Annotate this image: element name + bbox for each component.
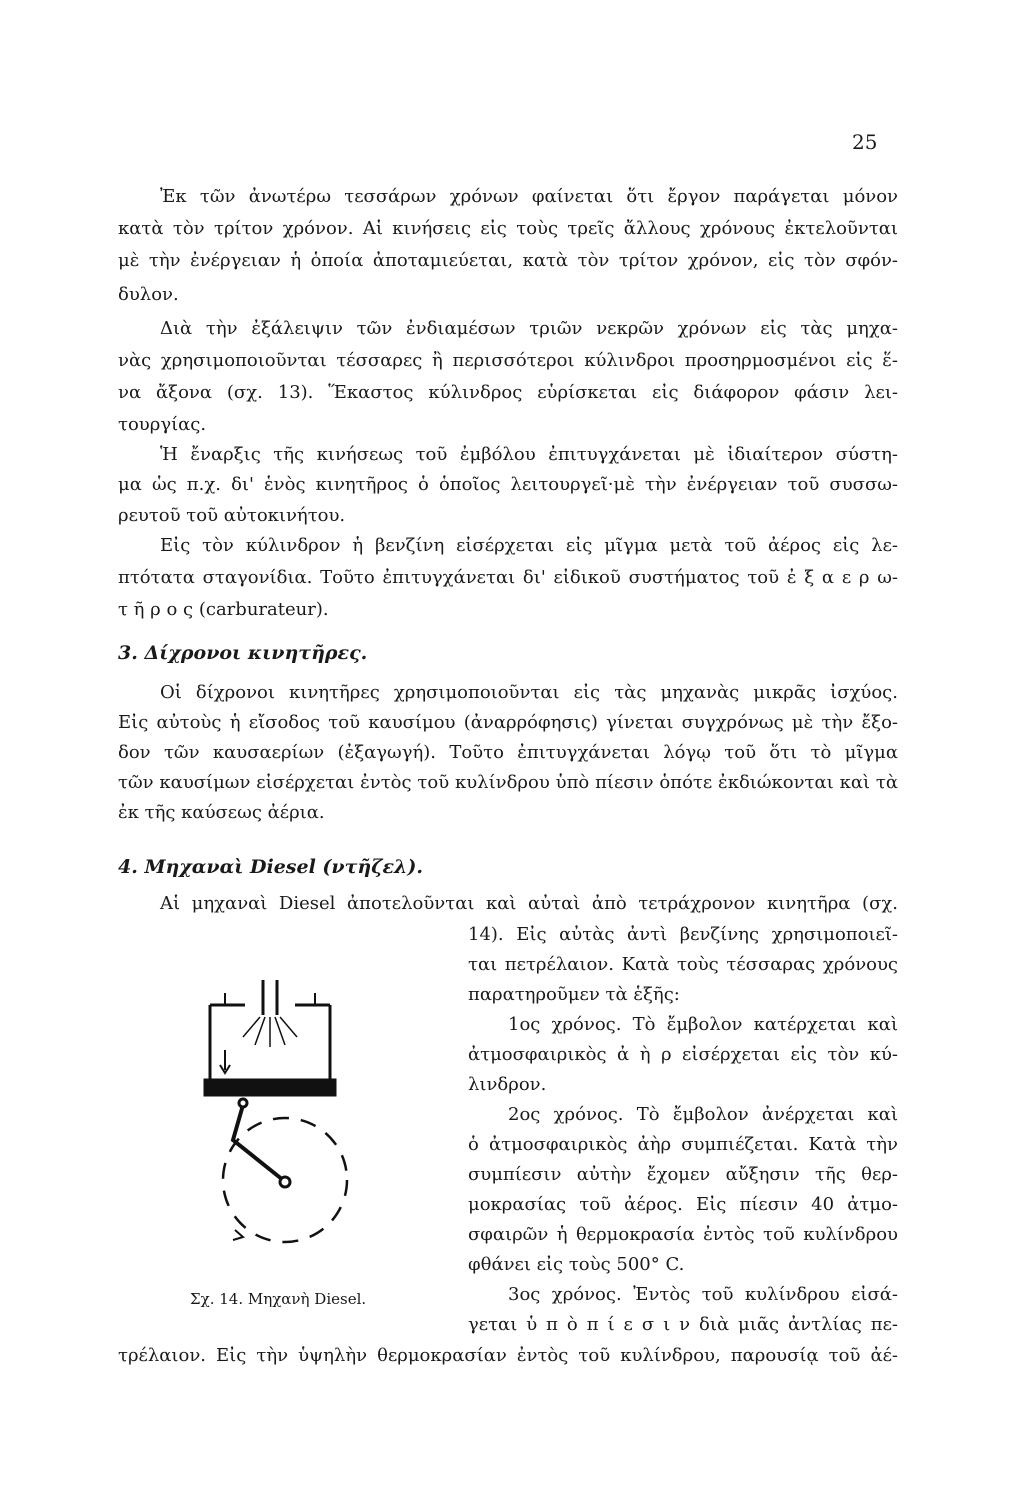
figure-caption: Σχ. 14. Μηχανὴ Diesel. xyxy=(190,1290,367,1308)
text-line: γεται ὑ π ὸ π ί ε σ ι ν διὰ μιᾶς ἀντλίας πε- xyxy=(468,1314,898,1335)
text-line: μοκρασίας τοῦ ἀέρος. Εἰς πίεσιν 40 ἀτμο- xyxy=(468,1194,898,1215)
text-line: μὲ τὴν ἐνέργειαν ἡ ὁποία ἀποταμιεύεται, κατὰ τὸν τρίτον χρόνον, εἰς τὸν σφόν- xyxy=(118,250,898,271)
connecting-rod xyxy=(233,1105,283,1180)
text-line: Οἱ δίχρονοι κινητῆρες χρησιμοποιοῦνται εἰς τὰς μηχανὰς μικρᾶς ἰσχύος. xyxy=(160,682,898,703)
fuel-spray xyxy=(243,1017,297,1047)
text-line: 1ος χρόνος. Τὸ ἔμβολον κατέρχεται καὶ xyxy=(508,1014,898,1035)
text-line: ρευτοῦ τοῦ αὐτοκινήτου. xyxy=(118,505,346,526)
text-line: τουργίας. xyxy=(118,414,207,435)
text-line: να ἄξονα (σχ. 13). Ἕκαστος κύλινδρος εὑρίσκεται εἰς διάφορον φάσιν λει- xyxy=(118,382,898,403)
diesel-engine-diagram xyxy=(195,975,365,1275)
text-line: μα ὡς π.χ. δι' ἑνὸς κινητῆρος ὁ ὁποῖος λειτουργεῖ·μὲ τὴν ἐνέργειαν τοῦ συσσω- xyxy=(118,474,898,495)
text-line: νὰς χρησιμοποιοῦνται τέσσαρες ἢ περισσότεροι κύλινδροι προσηρμοσμένοι εἰς ἕ- xyxy=(118,350,898,371)
text-line: τ ῆ ρ ο ς (carburateur). xyxy=(118,599,329,620)
text-line: 3ος χρόνος. Ἐντὸς τοῦ κυλίνδρου εἰσά- xyxy=(508,1284,898,1305)
text-line: συμπίεσιν αὐτὴν ἔχομεν αὔξησιν τῆς θερ- xyxy=(468,1164,898,1185)
text-line: Εἰς τὸν κύλινδρον ἡ βενζίνη εἰσέρχεται εἰς μῖγμα μετὰ τοῦ ἀέρος εἰς λε- xyxy=(160,535,898,556)
piston xyxy=(205,1080,335,1095)
text-line: τῶν καυσίμων εἰσέρχεται ἐντὸς τοῦ κυλίνδρου ὑπὸ πίεσιν ὁπότε ἐκδιώκονται καὶ τὰ xyxy=(118,772,898,793)
text-line: ἀτμοσφαιρικὸς ἀ ὴ ρ εἰσέρχεται εἰς τὸν κύ- xyxy=(468,1044,898,1065)
text-line: τρέλαιον. Εἰς τὴν ὑψηλὴν θερμοκρασίαν ἐντὸς τοῦ κυλίνδρου, παρουσίᾳ τοῦ ἀέ- xyxy=(118,1345,898,1366)
text-line: ται πετρέλαιον. Κατὰ τοὺς τέσσαρας χρόνους xyxy=(468,954,898,975)
text-line: ὁ ἀτμοσφαιρικὸς ἀὴρ συμπιέζεται. Κατὰ τὴν xyxy=(468,1134,898,1155)
text-line: Αἱ μηχαναὶ Diesel ἀποτελοῦνται καὶ αὐταὶ ἀπὸ τετράχρονον κινητῆρα (σχ. xyxy=(160,893,898,914)
text-line: 2ος χρόνος. Τὸ ἔμβολον ἀνέρχεται καὶ xyxy=(508,1104,898,1125)
page-number: 25 xyxy=(852,130,878,154)
text-line: πτότατα σταγονίδια. Τοῦτο ἐπιτυγχάνεται δι' εἰδικοῦ συστήματος τοῦ ἐ ξ α ε ρ ω- xyxy=(118,567,898,588)
text-line: 14). Εἰς αὐτὰς ἀντὶ βενζίνης χρησιμοποιεῖ- xyxy=(468,924,898,945)
text-line: Ἡ ἔναρξις τῆς κινήσεως τοῦ ἐμβόλου ἐπιτυγχάνεται μὲ ἰδιαίτερον σύστη- xyxy=(160,444,898,465)
section-heading-3: 3. Δίχρονοι κινητῆρες. xyxy=(118,642,368,664)
text-line: κατὰ τὸν τρίτον χρόνον. Αἱ κινήσεις εἰς τοὺς τρεῖς ἄλλους χρόνους ἐκτελοῦνται xyxy=(118,218,898,239)
injector xyxy=(263,980,277,1015)
text-line: λινδρον. xyxy=(468,1074,547,1095)
crankshaft xyxy=(280,1177,290,1187)
text-line: Ἐκ τῶν ἀνωτέρω τεσσάρων χρόνων φαίνεται ὅτι ἔργον παράγεται μόνον xyxy=(160,186,898,207)
text-line: σφαιρῶν ἡ θερμοκρασία ἐντὸς τοῦ κυλίνδρου xyxy=(468,1224,898,1245)
section-heading-4: 4. Μηχαναὶ Diesel (ντῆζελ). xyxy=(118,856,423,878)
text-line: δυλον. xyxy=(118,284,179,305)
text-line: δον τῶν καυσαερίων (ἐξαγωγή). Τοῦτο ἐπιτυγχάνεται λόγῳ τοῦ ὅτι τὸ μῖγμα xyxy=(118,742,898,763)
text-line: παρατηροῦμεν τὰ ἑξῆς: xyxy=(468,984,680,1005)
text-line: φθάνει εἰς τοὺς 500° C. xyxy=(468,1254,685,1275)
rotation-arrow-icon xyxy=(233,1230,243,1240)
text-line: Εἰς αὐτοὺς ἡ εἴσοδος τοῦ καυσίμου (ἀναρρόφησις) γίνεται συγχρόνως μὲ τὴν ἔξο- xyxy=(118,712,898,733)
text-line: Διὰ τὴν ἐξάλειψιν τῶν ἐνδιαμέσων τριῶν νεκρῶν χρόνων εἰς τὰς μηχα- xyxy=(160,318,898,339)
text-line: ἐκ τῆς καύσεως ἀέρια. xyxy=(118,802,325,823)
